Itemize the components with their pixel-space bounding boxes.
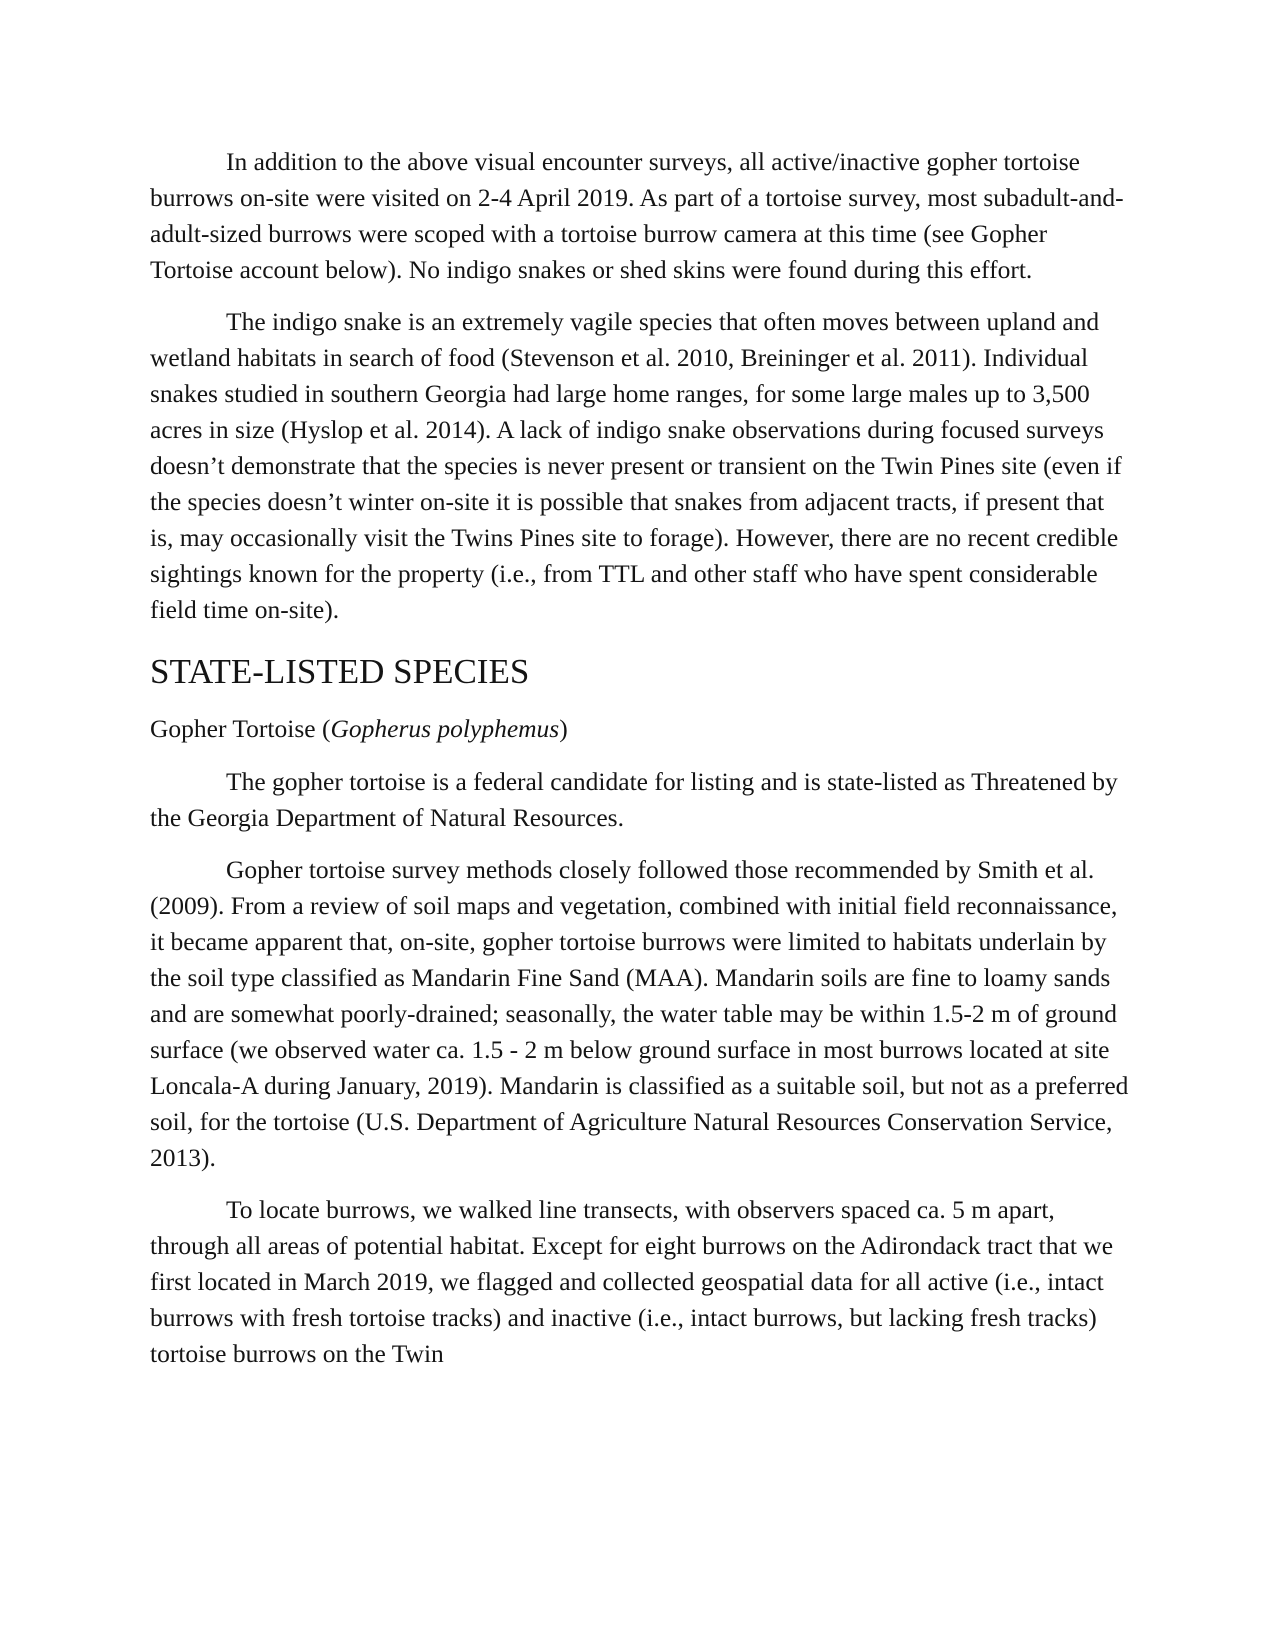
species-subheading xyxy=(150,712,1132,746)
paragraph-indigo-snake: The indigo snake is an extremely vagile species that often moves between upland and wetland habitats in search of food (Stevenson et al. 2010, Breininger et al. 2011). Individual snakes studied in southern Georgia had large home ranges, for some large males up to 3,500 acres in size (Hyslop et al. 2014). A lack of indigo snake observations during focused surveys doesn’t demonstrate that the species is never present or transient on the Twin Pines site (even if the species doesn’t winter on-site it is possible that snakes from adjacent tracts, if present that is, may occasionally visit the Twins Pines site to forage). However, there are no recent credible sightings known for the property (i.e., from TTL and other staff who have spent considerable field time on-site). xyxy=(150,307,1122,624)
paragraph-survey-methods: Gopher tortoise survey methods closely followed those recommended by Smith et al. (2009). From a review of soil maps and vegetation, combined with initial field reconnaissance, it became apparent that, on-site, gopher tortoise burrows were limited to habitats underlain by the soil type classified as Mandarin Fine Sand (MAA). Mandarin soils are fine to loamy sands and are somewhat poorly-drained; seasonally, the water table may be within 1.5-2 m of ground surface (we observed water ca. 1.5 - 2 m below ground surface in most burrows located at site Loncala-A during January, 2019). Mandarin is classified as a suitable soil, but not as a preferred soil, for the tortoise (U.S. Department of Agriculture Natural Resources Conservation Service, 2013). xyxy=(150,855,1129,1172)
species-scientific-name: Gopherus polyphemus xyxy=(330,714,560,743)
paragraph-burrow-location: To locate burrows, we walked line transects, with observers spaced ca. 5 m apart, through all areas of potential habitat. Except for eight burrows on the Adirondack tract that we first located in March 2019, we flagged and collected geospatial data for all active (i.e., intact burrows with fresh tortoise tracks) and inactive (i.e., intact burrows, but lacking fresh tracks) tortoise burrows on the Twin xyxy=(150,1195,1114,1368)
section-heading: STATE-LISTED SPECIES xyxy=(150,652,530,691)
document-page xyxy=(150,144,1132,1372)
species-close-paren: ) xyxy=(559,714,568,743)
species-common-name: Gopher Tortoise ( xyxy=(150,714,331,743)
paragraph-visual-survey: In addition to the above visual encounter surveys, all active/inactive gopher tortoise burrows on-site were visited on 2-4 April 2019. As part of a tortoise survey, most subadult-and-adult-sized burrows were scoped with a tortoise burrow camera at this time (see Gopher Tortoise account below). No indigo snakes or shed skins were found during this effort. xyxy=(150,147,1124,284)
paragraph-listing-status: The gopher tortoise is a federal candidate for listing and is state-listed as Threatened by the Georgia Department of Natural Resources. xyxy=(150,767,1118,832)
